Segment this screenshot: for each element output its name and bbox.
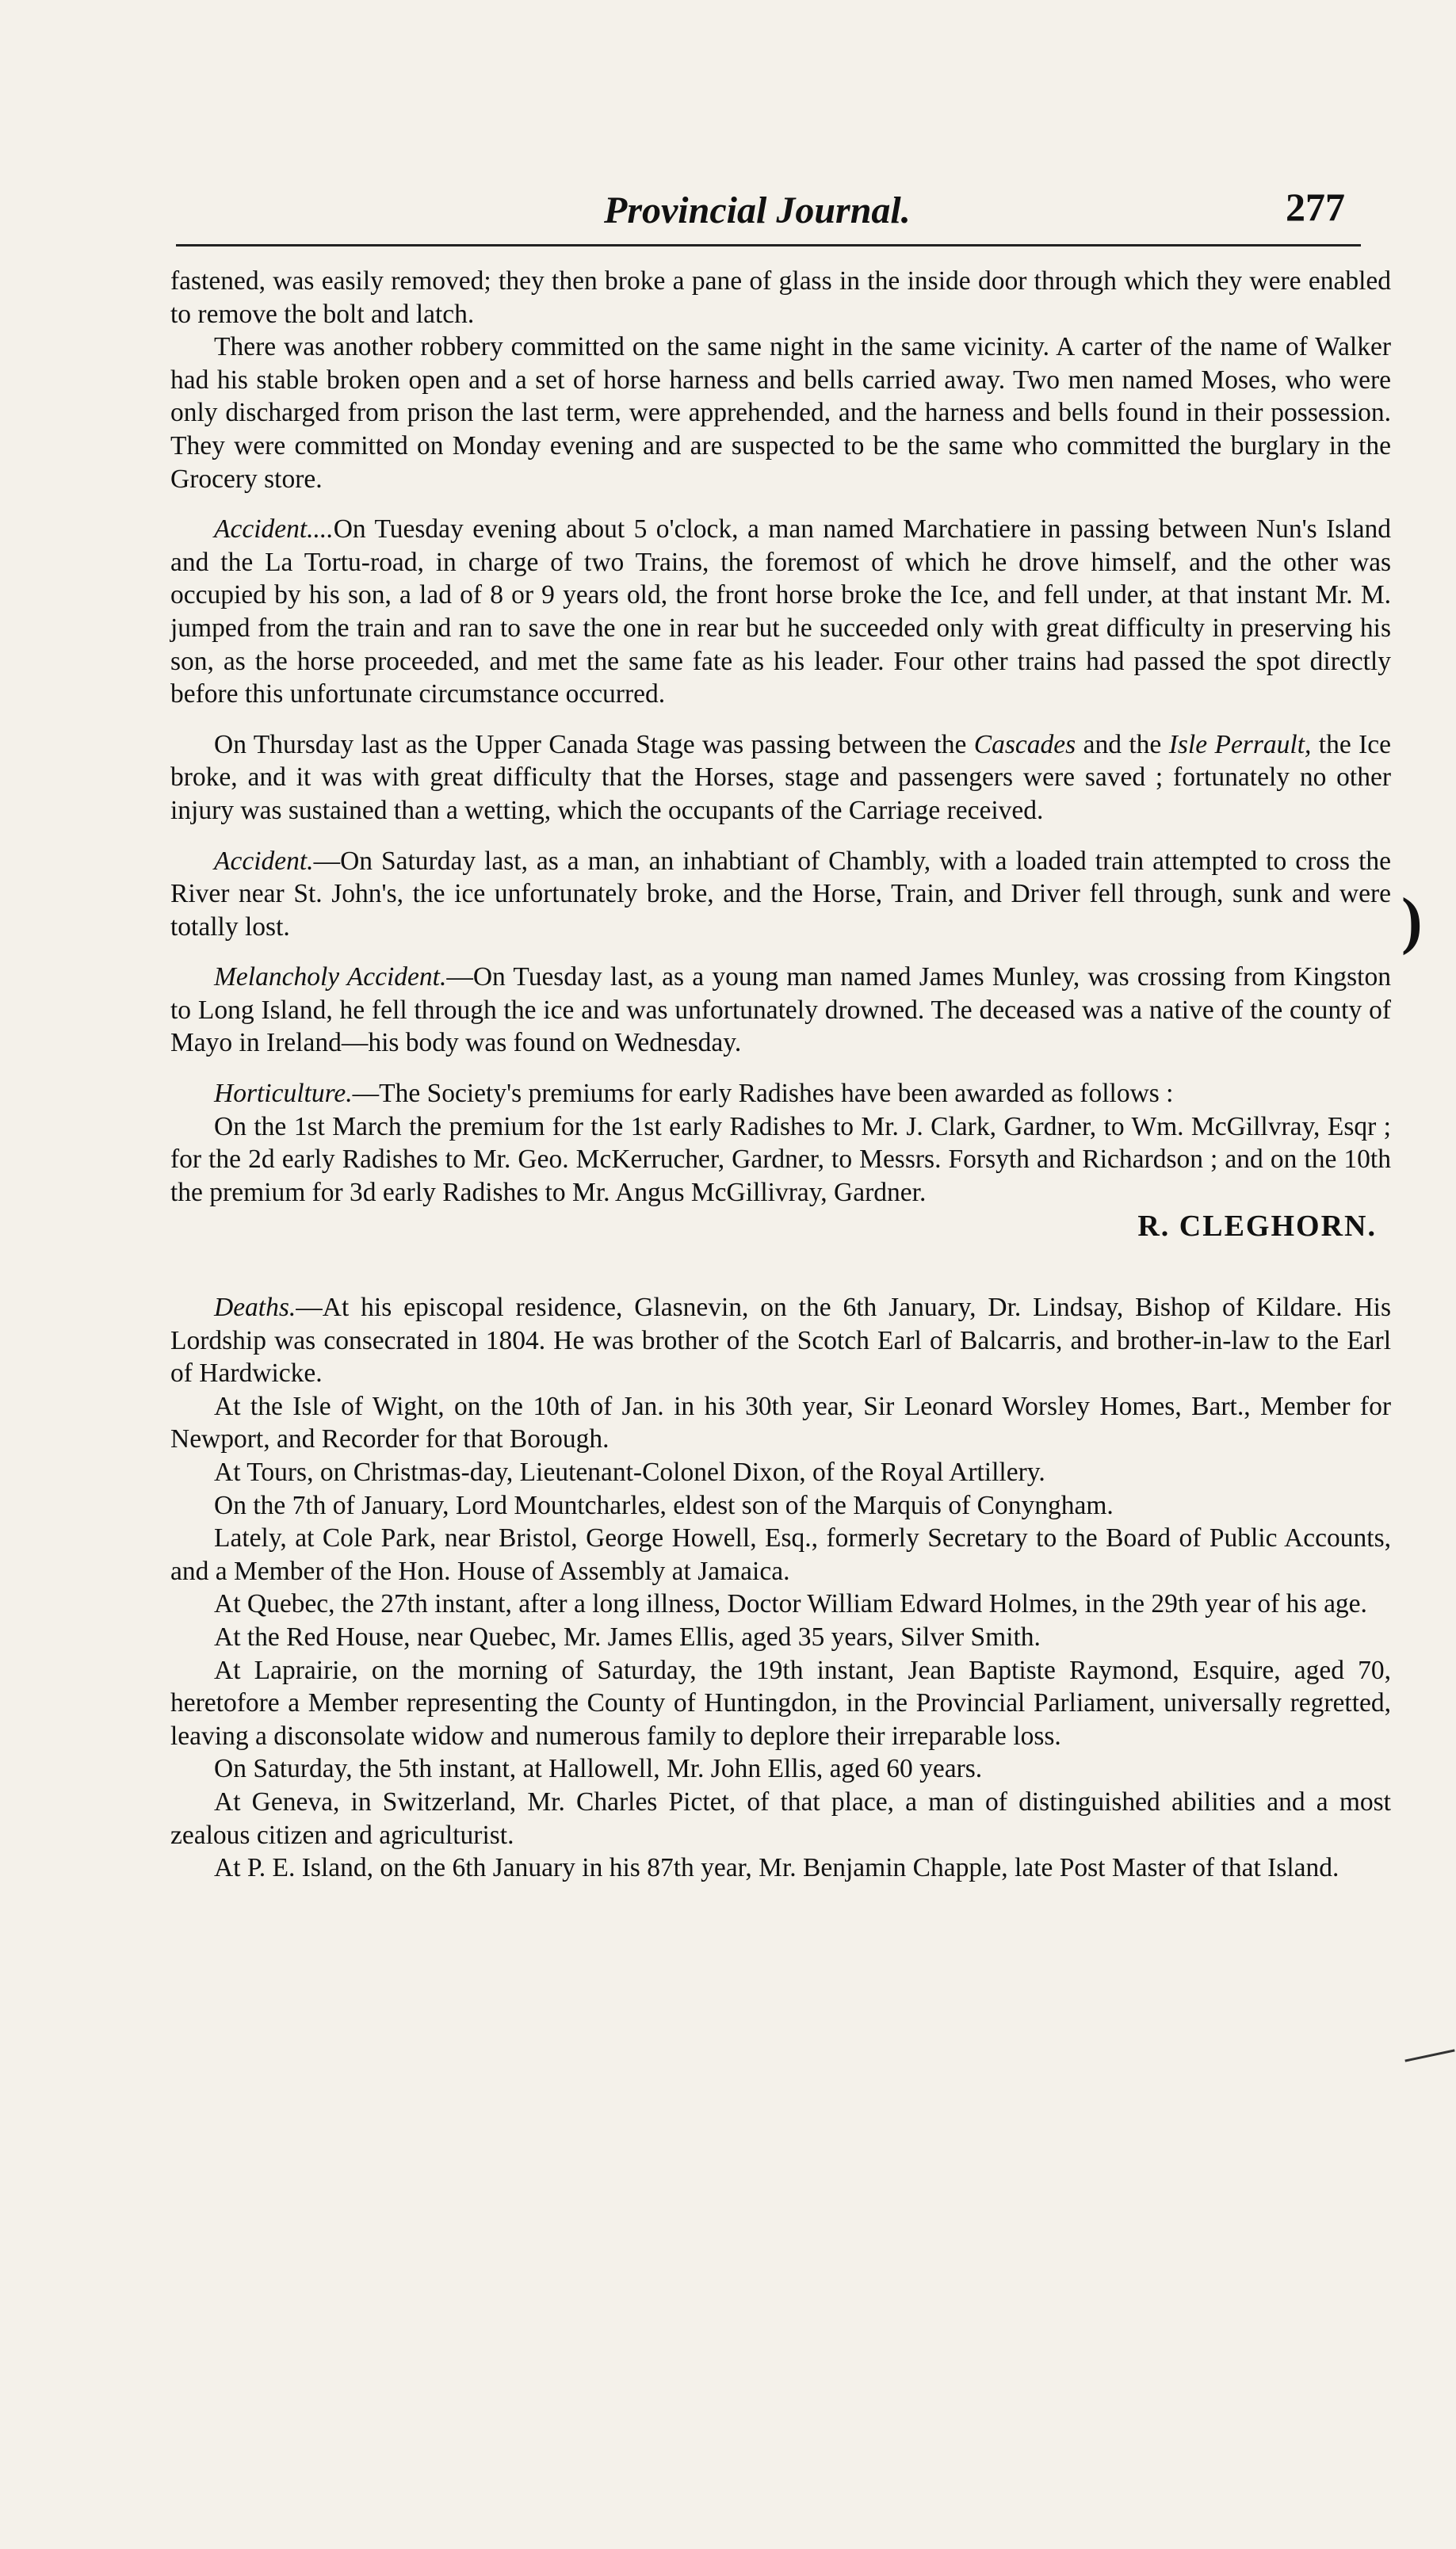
page-header [176, 185, 1361, 246]
section-lead: Accident.... [214, 514, 334, 545]
paragraph-melancholy-accident [170, 961, 1391, 1060]
paragraph-robbery: There was another robbery committed on the same night in the same vicinity. A carter of the name of Walker had his stable broken open and a set of horse harness and bells carried away. Two men named Moses, who were only discharged from prison the last term, were apprehended, and the harness and bells found in their possession. They were committed on Monday evening and are suspected to be the same who committed the burglary in the Grocery store. [170, 332, 1391, 494]
margin-handwritten-mark: ) [1401, 886, 1423, 956]
paragraph-accident-chambly [170, 845, 1391, 944]
section-lead: Deaths. [214, 1293, 296, 1323]
margin-pencil-stroke [1404, 2049, 1454, 2062]
death-notice: On the 7th of January, Lord Mountcharles, eldest son of the Marquis of Conyngham. [214, 1490, 1114, 1520]
death-notice [170, 1291, 1391, 1390]
paragraph-text: On Tuesday evening about 5 o'clock, a man named Marchatiere in passing between Nun's Island and the La Tortu-road, in charge of two Trains, the foremost of which he drove himself, and the other was occupied by his son, a lad of 8 or 9 years old, the front horse broke the Ice, and fell under, at that instant Mr. M. jumped from the train and ran to save the one in rear but he succeeded only with great difficulty in preserving his son, as the horse proceeded, and met the same fate as his leader. Four other trains had passed the spot directly before this unfortunate circumstance occurred. [170, 514, 1391, 709]
paragraph-radishes: On the 1st March the premium for the 1st early Radishes to Mr. J. Clark, Gardner, to Wm. McGillvray, Esqr ; for the 2d early Radishes to Mr. Geo. McKerrucher, Gardner, to Messrs. Forsyth and Richardson ; and on the 10th the premium for 3d early Radishes to Mr. Angus McGillivray, Gardner. [170, 1111, 1391, 1207]
paragraph-text: and the [1076, 729, 1169, 759]
death-notice: At Geneva, in Switzerland, Mr. Charles Pictet, of that place, a man of distinguished abilities and a most zealous citizen and agriculturist. [170, 1787, 1391, 1850]
paragraph-text: the Ice broke, and it was with great difficulty that the Horses, stage and passengers were saved ; fortunately no other injury was sustained than a wetting, which the occupants of the Carriage received. [170, 729, 1392, 825]
paragraph-text: —On Saturday last, as a man, an inhabtiant of Chambly, with a loaded train attempted to cross the River near St. John's, the ice unfortunately broke, and the Horse, Train, and Driver fell through, sunk and were totally lost. [170, 846, 1391, 942]
paragraph-stage-accident [170, 728, 1391, 827]
paragraph-text: —The Society's premiums for early Radishes have been awarded as follows : [352, 1079, 1174, 1109]
death-notice: At the Isle of Wight, on the 10th of Jan. in his 30th year, Sir Leonard Worsley Homes, Bart., Member for Newport, and Recorder for that Borough. [170, 1391, 1391, 1454]
paragraph-horticulture [170, 1077, 1391, 1110]
signature: R. CLEGHORN. [1137, 1210, 1377, 1244]
place-isle-perrault: Isle Perrault, [1168, 729, 1312, 759]
death-notice: At Quebec, the 27th instant, after a long illness, Doctor William Edward Holmes, in the 29th year of his age. [214, 1589, 1367, 1619]
page-body [170, 265, 1391, 1885]
paragraph-text: On Thursday last as the Upper Canada Stage was passing between the [214, 729, 974, 759]
paragraph-text: —At his episcopal residence, Glasnevin, on the 6th January, Dr. Lindsay, Bishop of Kildare. His Lordship was consecrated in 1804. He was brother of the Scotch Earl of Balcarris, and brother-in-law to the Earl of Hardwicke. [170, 1293, 1391, 1389]
page-number: 277 [1286, 185, 1345, 229]
section-lead: Horticulture. [214, 1079, 353, 1109]
death-notice: On Saturday, the 5th instant, at Hallowell, Mr. John Ellis, aged 60 years. [214, 1754, 983, 1784]
death-notice: At Laprairie, on the morning of Saturday, the 19th instant, Jean Baptiste Raymond, Esquire, aged 70, heretofore a Member representing the County of Huntingdon, in the Provincial Parliament, universally regretted, leaving a disconsolate widow and numerous family to deplore their irreparable loss. [170, 1655, 1391, 1751]
death-notice: At P. E. Island, on the 6th January in his 87th year, Mr. Benjamin Chapple, late Post Master of that Island. [214, 1853, 1339, 1883]
paragraph-continuation: fastened, was easily removed; they then broke a pane of glass in the inside door through which they were enabled to remove the bolt and latch. [170, 266, 1391, 329]
death-notice: At Tours, on Christmas-day, Lieutenant-Colonel Dixon, of the Royal Artillery. [214, 1458, 1045, 1487]
death-notice: At the Red House, near Quebec, Mr. James Ellis, aged 35 years, Silver Smith. [214, 1622, 1041, 1652]
paragraph-text: —On Tuesday last, as a young man named James Munley, was crossing from Kingston to Long Island, he fell through the ice and was unfortunately drowned. The deceased was a native of the county of Mayo in Ireland—his body was found on Wednesday. [170, 962, 1391, 1058]
running-title: Provincial Journal. [604, 189, 911, 231]
section-lead: Accident. [214, 846, 314, 876]
death-notice: Lately, at Cole Park, near Bristol, George Howell, Esq., formerly Secretary to the Board of Public Accounts, and a Member of the Hon. House of Assembly at Jamaica. [170, 1523, 1391, 1586]
place-cascades: Cascades [973, 729, 1076, 759]
paragraph-accident-marchatiere [170, 513, 1391, 711]
section-lead: Melancholy Accident. [214, 962, 447, 992]
